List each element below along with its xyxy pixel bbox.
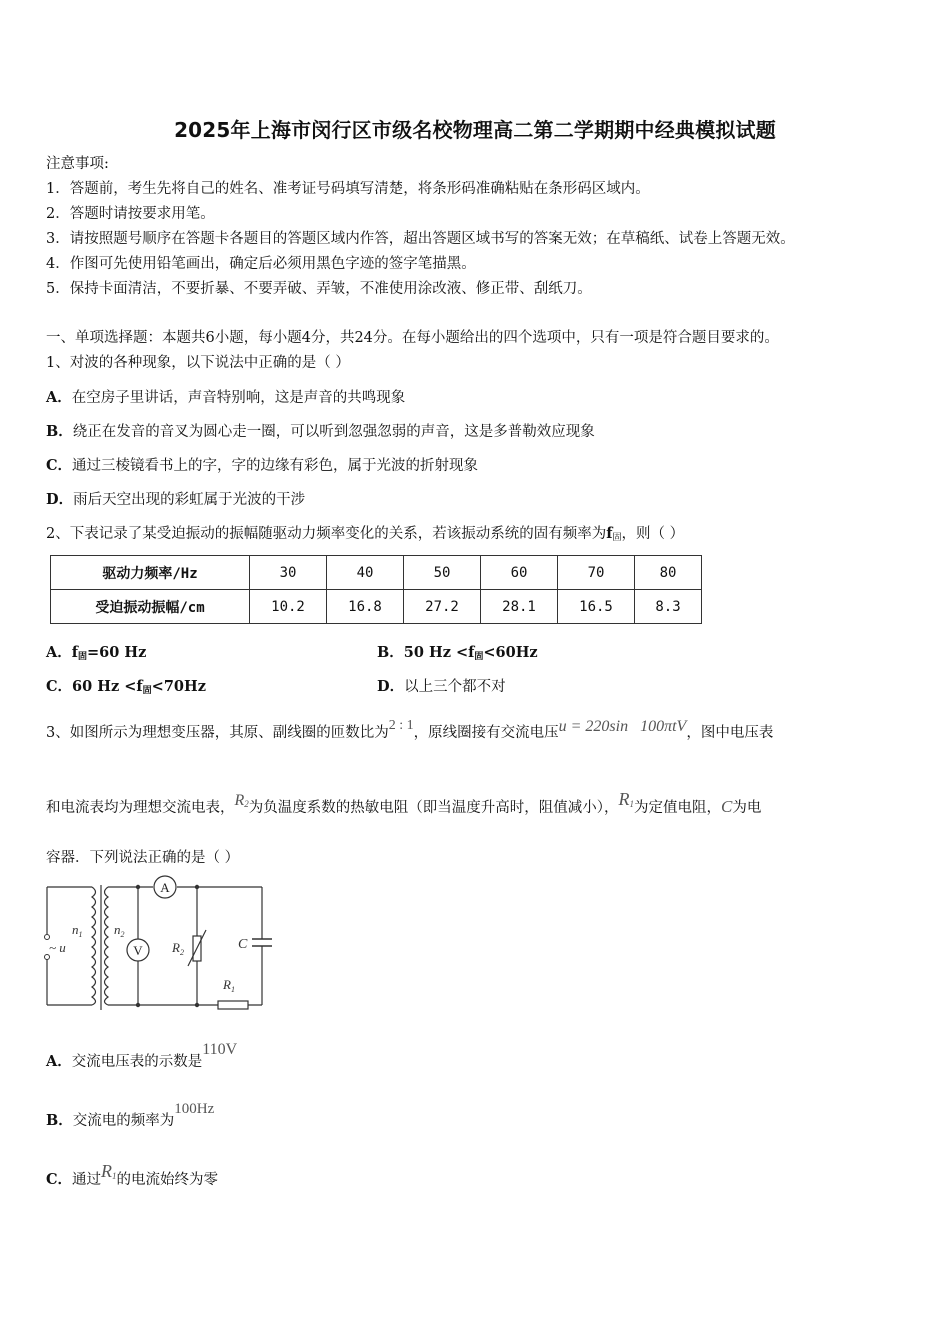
section-heading: 一、单项选择题：本题共6小题，每小题4分，共24分。在每小题给出的四个选项中，只有一项是符合题目要求的。: [46, 330, 779, 346]
option-letter: C．: [46, 1171, 73, 1188]
option-letter: B．: [46, 423, 73, 440]
table-cell: 50: [404, 556, 481, 590]
frequency-amplitude-table: [50, 555, 702, 624]
ammeter-label: A: [160, 880, 170, 895]
q2-stem: [46, 522, 684, 543]
q3-r1-symbol: [619, 789, 635, 809]
option-math: 110V: [202, 1041, 238, 1058]
option-letter: C．: [46, 678, 73, 695]
r2-circuit-sub: 2: [179, 948, 184, 957]
notice-item-3: 3．请按照题号顺序在答题卡各题目的答题区域内作答，超出答题区域书写的答案无效；在草稿纸、试卷上答题无效。: [46, 231, 795, 247]
q1-option-b: [46, 420, 595, 441]
notice-heading: 注意事项:: [46, 156, 109, 172]
q1-stem: 1、对波的各种现象，以下说法中正确的是（ ）: [46, 355, 350, 371]
q2-stem-text: 2、下表记录了某受迫振动的振幅随驱动力频率变化的关系，若该振动系统的固有频率为: [46, 526, 607, 542]
q2-option-c: [46, 675, 206, 696]
transformer-circuit-diagram: [40, 872, 280, 1017]
table-cell: 16.5: [558, 590, 635, 624]
terminal-top: [45, 935, 50, 940]
table-cell: 70: [558, 556, 635, 590]
r2-circuit-letter: R: [172, 940, 180, 955]
q3-text: 为定值电阻，: [634, 800, 722, 816]
option-letter: D．: [46, 491, 74, 508]
option-text: 绕正在发音的音叉为圆心走一圈，可以听到忽强忽弱的声音，这是多普勒效应现象: [72, 424, 595, 440]
option-math: [101, 1161, 117, 1181]
n1-sub: 1: [78, 930, 83, 939]
junction-dot: [136, 885, 140, 889]
option-letter: C．: [46, 457, 73, 474]
q2-stem-sub: 固: [612, 533, 622, 543]
terminal-bottom: [45, 955, 50, 960]
q3-option-a: [46, 1041, 238, 1071]
r1-circuit-label: [222, 977, 235, 994]
option-sub: 固: [78, 652, 88, 662]
resistor-r1: [218, 1001, 248, 1009]
q1-option-d: [46, 488, 305, 509]
option-math-sub: 1: [112, 1171, 117, 1181]
source-label: ~ u: [49, 940, 66, 955]
q3-text: 为负温度系数的热敏电阻（即当温度升高时，阻值减小），: [248, 800, 619, 816]
option-sub: 固: [474, 652, 484, 662]
q3-text: 和电流表均为理想交流电表，: [46, 800, 235, 816]
option-text-end: 的电流始终为零: [116, 1172, 219, 1188]
q3-line2: [46, 789, 762, 817]
q3-line3: 容器．下列说法正确的是（ ）: [46, 850, 240, 866]
c-circuit-label: C: [238, 937, 248, 952]
q2-stem-f: f: [606, 525, 613, 542]
option-text: 雨后天空出现的彩虹属于光波的干涉: [73, 492, 306, 508]
option-math: 100Hz: [174, 1101, 215, 1117]
option-text: f: [71, 644, 79, 661]
option-letter: D．: [377, 678, 405, 695]
option-text: 50 Hz <f: [403, 644, 475, 661]
table-cell: 10.2: [250, 590, 327, 624]
junction-dot: [136, 1003, 140, 1007]
option-text-end: <60Hz: [483, 644, 538, 661]
voltmeter-label: V: [133, 943, 143, 958]
q3-r2-sub: 2: [244, 799, 249, 809]
table-cell: 16.8: [327, 590, 404, 624]
r1-circuit-sub: 1: [230, 985, 235, 994]
table-row: [51, 556, 702, 590]
q3-ratio: 2 : 1: [388, 718, 414, 733]
q3-voltage-expression: u = 220sin 100πtV: [558, 718, 687, 735]
n1-label: [72, 922, 83, 939]
option-text: 以上三个都不对: [404, 679, 506, 695]
option-sub: 固: [142, 686, 152, 696]
option-text: 交流电的频率为: [72, 1113, 175, 1129]
q2-option-d: [377, 675, 506, 696]
q1-option-a: [46, 386, 405, 407]
q2-option-a: [46, 641, 146, 662]
notice-item-5: 5．保持卡面清洁，不要折暴、不要弄破、弄皱，不准使用涂改液、修正带、刮纸刀。: [46, 281, 592, 297]
q3-r2-letter: R: [234, 792, 245, 809]
q3-text: 为电: [732, 800, 762, 816]
n2-letter: n: [114, 922, 121, 937]
r2-circuit-label: [171, 940, 184, 957]
notice-item-4: 4．作图可先使用铅笔画出，确定后必须用黑色字迹的签字笔描黑。: [46, 256, 476, 272]
table-row: [51, 590, 702, 624]
option-text: 交流电压表的示数是: [71, 1054, 203, 1070]
option-text: 60 Hz <f: [72, 678, 143, 695]
q3-r2-symbol: [235, 792, 249, 809]
secondary-coil: [105, 887, 109, 1005]
junction-dot: [195, 1003, 199, 1007]
option-letter: B．: [377, 644, 404, 661]
option-letter: B．: [46, 1112, 73, 1129]
option-letter: A．: [46, 1053, 72, 1070]
q2-stem-end: ，则（ ）: [621, 526, 685, 542]
option-text: 在空房子里讲话，声音特别响，这是声音的共鸣现象: [71, 390, 406, 406]
option-text-end: =60 Hz: [87, 644, 147, 661]
table-cell: 30: [250, 556, 327, 590]
n2-sub: 2: [120, 930, 125, 939]
q3-option-b: [46, 1101, 215, 1130]
option-text-end: <70Hz: [151, 678, 206, 695]
notice-item-1: 1．答题前，考生先将自己的姓名、准考证号码填写清楚，将条形码准确粘贴在条形码区域内。: [46, 181, 650, 197]
q1-option-c: [46, 454, 478, 475]
q3-line1: [46, 718, 774, 742]
junction-dot: [195, 885, 199, 889]
r1-circuit-letter: R: [223, 977, 231, 992]
n2-label: [114, 922, 125, 939]
option-letter: A．: [46, 389, 72, 406]
table-row-label: 受迫振动振幅/cm: [51, 590, 250, 624]
option-text: 通过: [72, 1172, 102, 1188]
q3-text: ，原线圈接有交流电压: [413, 725, 559, 741]
page-title: 2025年上海市闵行区市级名校物理高二第二学期期中经典模拟试题: [174, 118, 776, 142]
table-cell: 28.1: [481, 590, 558, 624]
table-cell: 27.2: [404, 590, 481, 624]
q3-text: 3、如图所示为理想变压器，其原、副线圈的匝数比为: [46, 725, 389, 741]
table-cell: 60: [481, 556, 558, 590]
table-cell: 8.3: [635, 590, 702, 624]
n1-letter: n: [72, 922, 79, 937]
notice-item-2: 2．答题时请按要求用笔。: [46, 206, 215, 222]
option-math-letter: R: [101, 1161, 113, 1181]
q2-option-b: [377, 641, 538, 662]
q3-r1-sub: 1: [629, 799, 635, 809]
option-text: 通过三棱镜看书上的字，字的边缘有彩色，属于光波的折射现象: [72, 458, 479, 474]
table-cell: 80: [635, 556, 702, 590]
q3-c-symbol: C: [721, 797, 733, 816]
q3-text: ，图中电压表: [686, 725, 774, 741]
table-cell: 40: [327, 556, 404, 590]
table-row-label: 驱动力频率/Hz: [51, 556, 250, 590]
q3-option-c: [46, 1161, 219, 1189]
q3-r1-letter: R: [618, 789, 630, 809]
primary-coil: [92, 887, 96, 1005]
option-letter: A．: [46, 644, 72, 661]
